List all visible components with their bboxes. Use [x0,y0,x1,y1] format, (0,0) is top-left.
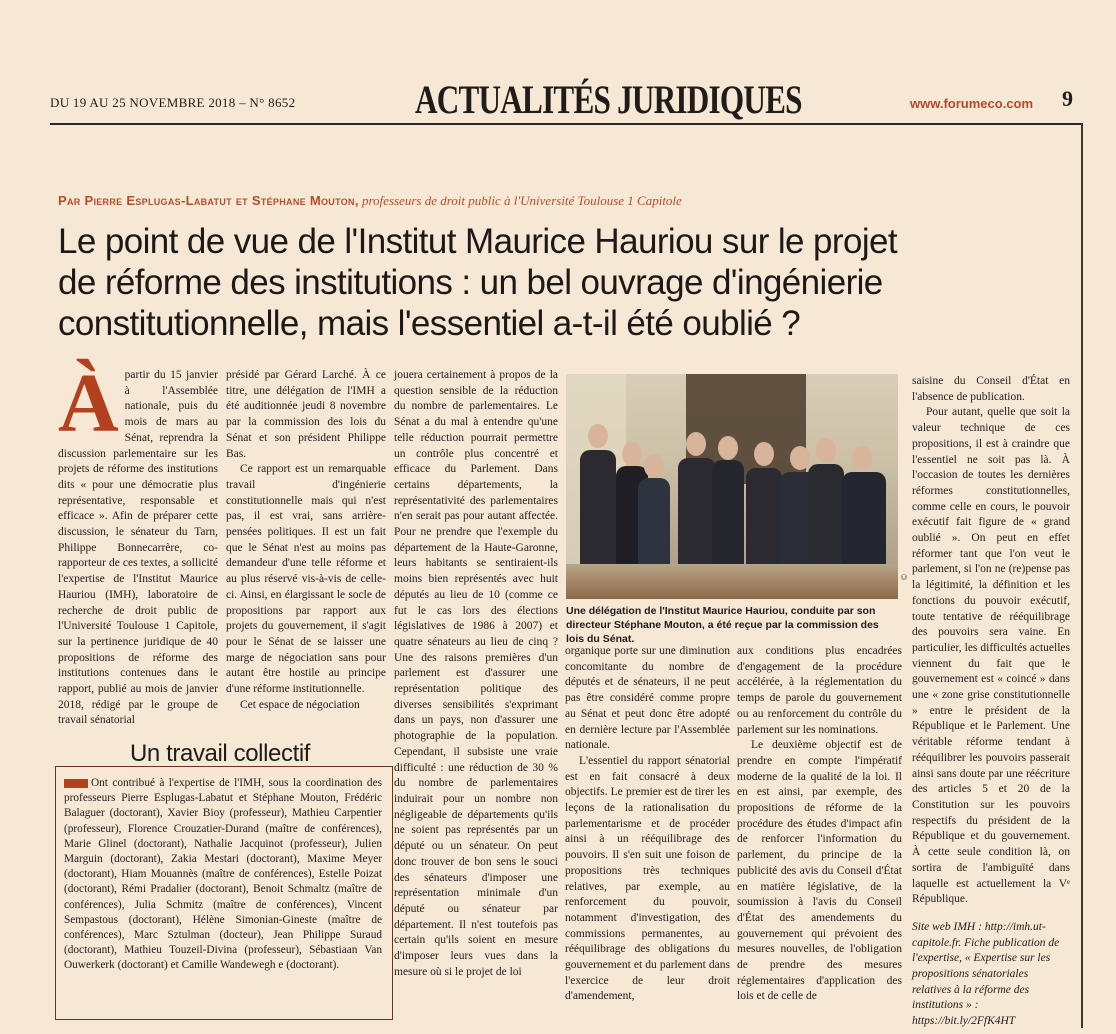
delegation-photo [566,374,898,599]
person-head [718,436,738,460]
drop-cap: À [58,357,119,450]
column-2-paragraph-2: Ce rapport est un remarquable travail d'ingénierie constitutionnelle mais qui n'est pas, il est vrai, sans arrière-pensées politiques. Il est un fait que le Sénat n'est au moins pas demandeur d'une telle réforme et au plus réservé vis-à-vis de celle-ci. Ainsi, en élargissant le socle de propositions par rapport aux projets du gouvernement, il s'agit pour le Sénat de se laisser une marge de négociation sans pour autant être hostile au principe d'une réforme institutionnelle. [226,463,386,696]
issue-date: DU 19 AU 25 NOVEMBRE 2018 – N° 8652 [50,95,296,110]
section-title: ACTUALITÉS JURIDIQUES [415,77,802,122]
article-column-4 [565,644,730,1005]
column-1-text: partir du 15 janvier à l'Assemblée nationale, puis du mois de mars au Sénat, reprendra la discussion parlementaire sur les projets de réforme des institutions dits « pour une démocratie plus représentative, responsable et efficace ». Afin de préparer cette discussion, le sénateur du Tarn, Philippe Bonnecarrère, co-rapporteur de ces textes, a sollicité l'expertise de l'Institut Maurice Hauriou (IMH), laboratoire de recherche de droit public de l'Université Toulouse 1 Capitole, sur la pertinence juridique de 40 propositions de réforme des institutions contenues dans le rapport, publié au mois de janvier 2018, rédigé par le groupe de travail sénatorial [58,369,218,727]
column-3-text: jouera certainement à propos de la question sensible de la réduction du nombre de parlementaires. Le Sénat a du mal à entendre qu'une telle réduction pourrait permettre un contrôle plus concentré et efficace du Parlement. Dans certains départements, la représentativité des parlementaires n'en serait pas pour autant affectée. Pour ne prendre que l'exemple du département de la Haute-Garonne, leurs habitants se sentiraient-ils moins bien représentés avec huit députés au lieu de 10 (comme ce fut le cas lors des élections législatives de 1986 à 2007) et quatre sénateurs au lieu de cinq ? Une des raisons premières d'un parlement est d'assurer une représentation politique des diverses sensibilités s'exprimant dans un pays, non d'assurer une photographie de la population. Cependant, il subsiste une vraie difficulté : une réduction de 30 % du nombre de parlementaires induirait pour un nombre non négligeable de départements qu'ils ne soient pas représentés par un député ou un sénateur. On peut donc trouver de bon sens le souci des sénateurs d'imposer une représentation minimale d'un député ou sénateur par département. Il n'est toutefois pas certain qu'ils soient en mesure d'imposer leurs vues dans la mesure où si le projet de loi [394,369,558,978]
person-head [790,446,810,470]
article-column-3 [394,368,558,980]
column-2-paragraph-1: présidé par Gérard Larché. À ce titre, une délégation de l'IMH a été auditionnée jeudi 8 novembre par la commission des lois du Sénat et son président Philippe Bas. [226,369,386,460]
column-6-paragraph-1: saisine du Conseil d'État en l'absence de publication. [912,375,1070,403]
byline-authors: Par Pierre Esplugas-Labatut et Stéphane Mouton, [58,193,359,208]
byline-roles: professeurs de droit public à l'Université Toulouse 1 Capitole [361,193,682,208]
right-border-rule [1081,123,1083,1028]
photo-caption: Une délégation de l'Institut Maurice Hauriou, conduite par son directeur Stéphane Mouton, a été reçue par la commission des lois du Sénat. [566,605,879,645]
person-head [852,446,872,470]
column-4-paragraph-1: organique porte sur une diminution concomitante du nombre de députés et de sénateurs, il ne peut pas être considéré comme propre au Sénat et peut donc être adopté en dernière lecture par l'Assemblée nationale. [565,645,730,752]
person-head [816,438,836,462]
person-head [622,442,642,466]
person-head [754,442,774,466]
person-head [588,424,608,448]
article-column-2 [226,368,386,713]
person-head [644,454,664,478]
column-5-paragraph-1: aux conditions plus encadrées d'engagement de la procédure accélérée, à la réglementation du temps de parole du gouvernement ou au renforcement du contrôle du parlement sur les nominations. [737,645,902,736]
byline [58,193,682,209]
article-headline [58,221,1068,344]
sidebar-title: Un travail collectif [130,740,311,767]
sidebar-contributors: Ont contribué à l'expertise de l'IMH, sous la coordination des professeurs Pierre Esplugas-Labatut et Stéphane Mouton, Frédéric Balaguer (doctorant), Xavier Bioy (professeur), Mathieu Carpentier (professeur), Florence Crouzatier-Durand (maître de conférences), Marie Glinel (doctorant), Nathalie Jacquinot (professeur), Julien Marguin (doctorant), Zakia Mestari (doctorant), Maxime Meyer (doctorant), Hiam Mouannès (maître de conférences), Estelle Poizat (doctorant), Rémi Pradalier (doctorant), Benoit Schmaltz (maître de conférences), Julia Schmitz (maître de conférences), Vincent Sempastous (doctorant), Hélène Simonian-Gineste (maître de conférences), Marc Sztulman (docteur), Jean Philippe Suraud (doctorant), Mathieu Touzeil-Divina (professeur), Sébastiaan Van Ouwerkerk (doctorant) et Camille Wandewegh e (doctorant). [64,777,382,972]
column-2-paragraph-3: Cet espace de négociation [240,698,360,711]
column-4-paragraph-2: L'essentiel du rapport sénatorial est en fait consacré à deux objectifs. Le premier est de tirer les leçons de la rationalisation du parlementarisme et de procéder ainsi à un rééquilibrage des pouvoirs. Il s'en suit une foison de propositions très techniques relatives, par exemple, au renforcement du pouvoir, notamment d'investigation, des commissions permanentes, au rééquilibrage des obligations du gouvernement et du parlement dans l'exercice de leur droit d'amendement, [565,754,730,1003]
column-5-paragraph-2: Le deuxième objectif est de prendre en compte l'impératif moderne de la qualité de la loi. Il en est ainsi, par exemple, des propositions de réforme de la procédure des études d'impact afin de renforcer l'information du parlement, du principe de la publicité des avis du Conseil d'État en matière législative, de la soumission à l'avis du Conseil d'État des amendements du gouvernement qui prévoient des mesures nouvelles, de l'obligation de prendre des mesures réglementaires d'application des lois et de celle de [737,739,902,1003]
column-6-paragraph-2: Pour autant, quelle que soit la valeur technique de ces propositions, il est à craindre que l'essentiel ne soit pas là. À l'occasion de toutes les dernières réformes constitutionnelles, comme celle en cours, le pouvoir exécutif fait figure de « grand oublié ». On peut en effet réformer tant que l'on veut le parlement, si l'on ne (re)pense pas la légitimité, la définition et les fonctions du pouvoir exécutif, toute tentative de rééquilibrage des pouvoirs sera vaine. En particulier, les difficultés actuelles viennent du fait que le gouvernement est « coincé » dans une « zone grise constitutionnelle » entre le président de la République et le Parlement. Une véritable réforme tendant à rééquilibrer les pouvoirs passerait ainsi sans doute par une réécriture des articles 5 et 20 de la Constitution sur les pouvoirs respectifs du président de la République et du gouvernement. À cette seule condition là, on sortira de l'ambiguïté dans laquelle est actuellement la Vᵉ République. [912,406,1070,906]
sidebar-marker [64,779,88,788]
photo-floor [566,564,898,599]
imh-website-note: Site web IMH : http://imh.ut-capitole.fr. Fiche publication de l'expertise, « Expertise sur les propositions sénatoriales relatives à la réforme des institutions » : https://bit.ly/2FfK4HT [912,920,1060,1028]
article-column-6 [912,374,1070,1030]
sidebar-text-block [64,776,382,974]
article-column-5 [737,644,902,1005]
article-column-1 [58,357,218,729]
person-head [686,432,706,456]
header-rule [50,123,1082,125]
headline-line-1: Le point de vue de l'Institut Maurice Hauriou sur le projet [58,222,897,261]
page-number: 9 [1062,86,1073,111]
photo-credit: © [900,574,909,580]
website-link[interactable]: www.forumeco.com [910,96,1034,111]
headline-line-3: constitutionnelle, mais l'essentiel a-t-il été oublié ? [58,304,801,343]
headline-line-2: de réforme des institutions : un bel ouvrage d'ingénierie [58,263,883,302]
